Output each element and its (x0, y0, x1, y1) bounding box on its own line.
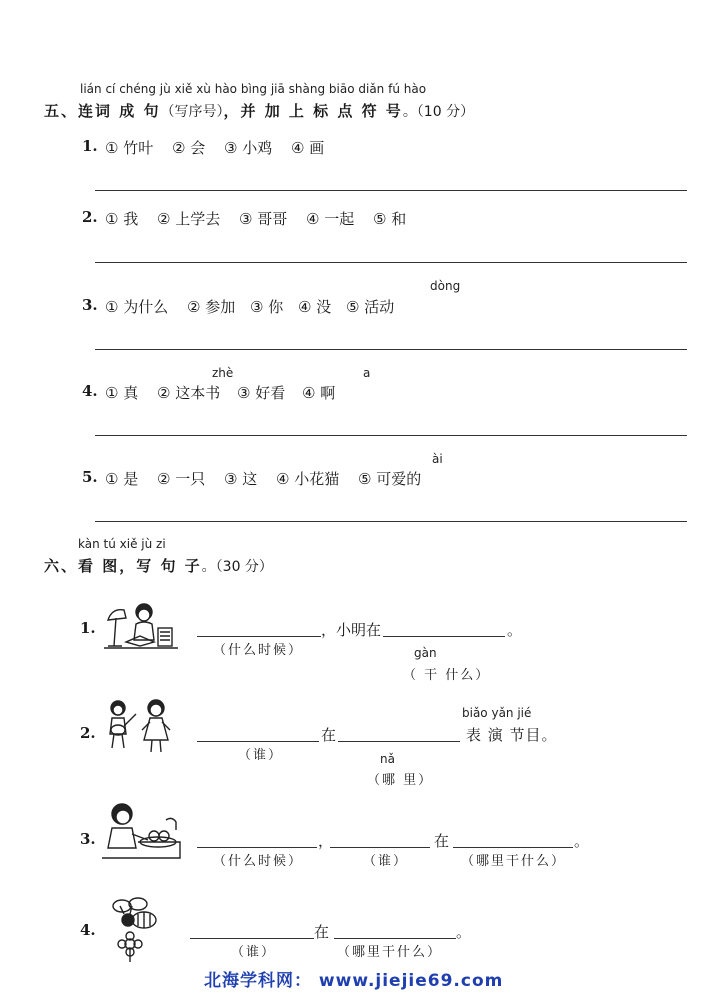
option: ③ 小鸡 (224, 139, 273, 157)
section6-pinyin: kàn tú xiě jù zi (78, 537, 166, 551)
option: ③ 你 (250, 298, 284, 316)
option: ② 参加 (187, 298, 236, 316)
option: ⑤ 和 (373, 210, 407, 228)
answer-blank[interactable] (197, 636, 321, 637)
option: ② 会 (172, 139, 206, 157)
section5-title-note: （写序号） (160, 104, 224, 120)
blank-label: （什么时候） (213, 643, 304, 658)
sentence-end: 。 (507, 621, 523, 639)
answer-line[interactable] (95, 521, 687, 522)
section5-title-rest: ，并 加 上 标 点 符 号 (223, 102, 403, 120)
question-number: 3. (82, 296, 98, 314)
sentence-text: 在 (314, 923, 330, 941)
option: ③ 好看 (237, 384, 286, 402)
section6-score: 。（30 分） (201, 559, 273, 575)
blank-label: （谁） (231, 945, 277, 960)
section5-pinyin: lián cí chéng jù xiě xù hào bìng jiā shàng biāo diǎn fú hào (80, 82, 427, 96)
pinyin-annotation: zhè (212, 366, 234, 380)
sentence-text: ，小明在 (321, 621, 382, 639)
question-number: 1. (80, 619, 96, 637)
pinyin-annotation: a (363, 366, 371, 380)
option-list (105, 137, 324, 158)
option: ① 真 (105, 384, 139, 402)
answer-blank[interactable] (453, 847, 573, 848)
section6-title-main: 六、看 图，写 句 子 (44, 557, 202, 575)
answer-line[interactable] (95, 262, 687, 263)
option-list (105, 382, 335, 403)
sentence-text: 表 演 节目。 (466, 726, 558, 744)
sentence-end: 。 (456, 923, 472, 941)
option: ④ 没 (298, 298, 332, 316)
answer-blank[interactable] (330, 847, 430, 848)
question-number: 4. (82, 382, 98, 400)
option: ⑤ 活动 (346, 298, 395, 316)
option: ② 这本书 (157, 384, 221, 402)
question-number: 4. (80, 921, 96, 939)
option-list (105, 208, 406, 229)
sentence-end: 。 (574, 832, 590, 850)
pinyin-annotation: biǎo yǎn jié (462, 706, 532, 720)
option: ① 是 (105, 470, 139, 488)
section5-title-main: 连词 成 句 (78, 102, 161, 120)
section6-title (44, 555, 273, 576)
pinyin-annotation: ài (432, 452, 443, 466)
sentence-comma: ， (318, 832, 334, 850)
option: ④ 画 (291, 139, 325, 157)
answer-blank[interactable] (338, 741, 460, 742)
sentence-text: 在 (434, 832, 450, 850)
option: ④ 啊 (302, 384, 336, 402)
option: ③ 哥哥 (239, 210, 288, 228)
boy-washing-dishes-illustration (98, 800, 182, 862)
blank-label: （哪 里） (367, 773, 434, 788)
boy-reading-at-desk-illustration (98, 598, 182, 654)
blank-label: （哪里干什么） (461, 854, 567, 869)
answer-blank[interactable] (334, 938, 456, 939)
option: ② 上学去 (157, 210, 221, 228)
sentence-text: 在 (321, 726, 337, 744)
blank-label: （谁） (363, 854, 409, 869)
blank-label: （谁） (238, 748, 284, 763)
bee-on-flower-illustration (100, 892, 168, 962)
blank-label: （ 干 什么） (403, 668, 491, 683)
section5-score: 。（10 分） (402, 104, 475, 120)
pinyin-annotation: gàn (414, 646, 437, 660)
option: ① 为什么 (105, 298, 169, 316)
question-number: 5. (82, 468, 98, 486)
blank-label: （什么时候） (213, 854, 304, 869)
answer-blank[interactable] (197, 847, 317, 848)
answer-blank[interactable] (197, 741, 319, 742)
answer-blank[interactable] (190, 938, 314, 939)
question-number: 1. (82, 137, 98, 155)
question-number: 2. (80, 724, 96, 742)
question-number: 2. (82, 208, 98, 226)
answer-line[interactable] (95, 190, 687, 191)
option: ② 一只 (157, 470, 206, 488)
option: ④ 一起 (306, 210, 355, 228)
blank-label: （哪里干什么） (337, 945, 443, 960)
option-list (105, 296, 394, 317)
option: ① 我 (105, 210, 139, 228)
pinyin-annotation: nǎ (380, 752, 395, 766)
option: ① 竹叶 (105, 139, 154, 157)
option: ⑤ 可爱的 (358, 470, 422, 488)
section5-title-prefix: 五、 (44, 102, 79, 120)
answer-line[interactable] (95, 435, 687, 436)
option: ④ 小花猫 (276, 470, 340, 488)
footer-watermark: 北海学科网： www.jiejie69.com (204, 971, 504, 991)
question-number: 3. (80, 830, 96, 848)
answer-line[interactable] (95, 349, 687, 350)
answer-blank[interactable] (383, 636, 505, 637)
children-performing-illustration (96, 696, 184, 760)
option-list (105, 468, 421, 489)
option: ③ 这 (224, 470, 258, 488)
section5-title (44, 100, 474, 121)
pinyin-annotation: dòng (430, 279, 461, 293)
